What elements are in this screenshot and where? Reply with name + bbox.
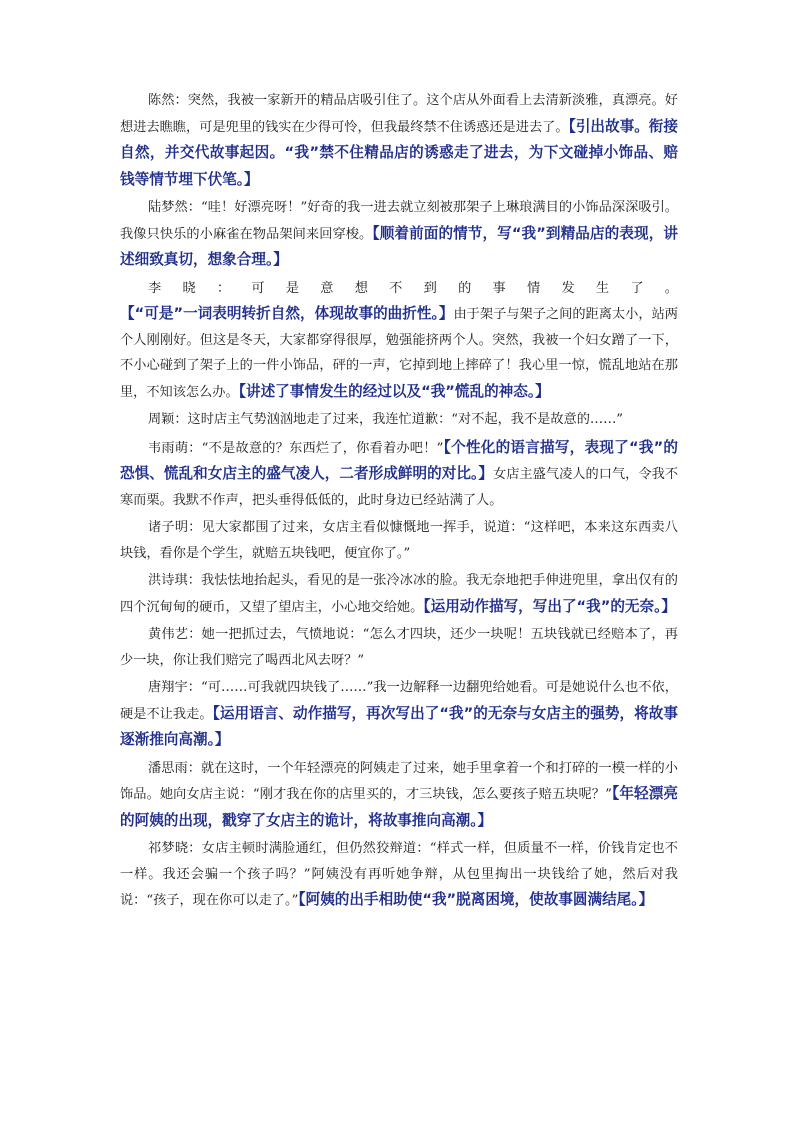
story-paragraph [120, 515, 678, 566]
story-text: 诸子明：见大家都围了过来，女店主看似慷慨地一挥手，说道：“这样吧，本来这东西卖八块钱，看你是个学生，就赔五块钱吧，便宜你了。” [120, 520, 678, 561]
story-paragraph [120, 568, 678, 620]
commentary-note: 【年轻漂亮的阿姨的出现，戳穿了女店主的诡计，将故事推向高潮。】 [120, 785, 679, 829]
story-paragraph [120, 88, 678, 193]
story-text: 周颖：这时店主气势汹汹地走了过来，我连忙道歉：“对不起，我不是故意的……” [148, 412, 624, 427]
story-text-continued: 女店主盛气凌人的口气，令我不寒而栗。我默不作声，把头垂得低低的，此时身边已经站满了人。 [120, 467, 679, 508]
story-paragraph [120, 756, 678, 835]
commentary-note: 【个性化的语言描写，表现了“我”的恐惧、慌乱和女店主的盛气凌人，二者形成鲜明的对比。】 [120, 438, 678, 482]
commentary-note: 【引出故事。衔接自然，并交代故事起因。“我”禁不住精品店的诱惑走了进去，为下文碰掉小饰品、赔钱等情节埋下伏笔。】 [120, 117, 678, 188]
story-paragraph [120, 195, 678, 274]
story-text: 韦雨萌：“不是故意的？东西烂了，你看着办吧！” [148, 440, 444, 456]
story-text: 陈然：突然，我被一家新开的精品店吸引住了。这个店从外面看上去清新淡雅，真漂亮。好想进去瞧瞧，可是兜里的钱实在少得可怜，但我最终禁不住诱惑还是进去了。 [120, 93, 678, 135]
story-text: 唐翔宇：“可……可我就四块钱了……”我一边解释一边翻兜给她看。可是她说什么也不依，硬是不让我走。 [120, 680, 678, 722]
commentary-note: 【运用动作描写，写出了“我”的无奈。】 [423, 597, 676, 615]
story-paragraph [120, 435, 678, 514]
story-paragraph [120, 675, 678, 754]
commentary-note: 【阿姨的出手相助使“我”脱离困境，使故事圆满结尾。】 [298, 891, 654, 908]
story-text: 潘思雨：就在这时，一个年轻漂亮的阿姨走了过来，她手里拿着一个和打碎的一模一样的小饰品。她向女店主说：“刚才我在你的店里买的，才三块钱，怎么要孩子赔五块呢？” [120, 760, 678, 802]
story-paragraph [120, 407, 678, 433]
story-text: 陆梦然：“哇！好漂亮呀！”好奇的我一进去就立刻被那架子上琳琅满目的小饰品深深吸引。我像只快乐的小麻雀在物品架间来回穿梭。 [120, 200, 678, 242]
document-body [120, 88, 678, 916]
story-paragraph [120, 836, 678, 914]
commentary-note: 【讲述了事情发生的经过以及“我”慌乱的神态。】 [238, 382, 550, 400]
commentary-note: 【顺着前面的情节，写“我”到精品店的表现，讲述细致真切，想象合理。】 [120, 224, 678, 268]
story-paragraph [120, 622, 678, 673]
story-text: 李晓：可是意想不到的事情发生了。 [148, 280, 678, 296]
commentary-note: 【运用语言、动作描写，再次写出了“我”的无奈与女店主的强势，将故事逐渐推向高潮。】 [120, 704, 678, 748]
story-text: 祁梦晓：女店主顿时满脸通红，但仍然狡辩道：“样式一样，但质量不一样，价钱肯定也不一样。我还会骗一个孩子吗？”阿姨没有再听她争辩，从包里掏出一块钱给了她，然后对我说：“孩子，现在你可以走了。” [120, 841, 678, 908]
commentary-note: 【“可是”一词表明转折自然，体现故事的曲折性。】 [120, 305, 454, 322]
story-text: 黄伟艺：她一把抓过去，气愤地说：“怎么才四块，还少一块呢！五块钱就已经赔本了，再少一块，你让我们赔完了喝西北风去呀？” [120, 627, 678, 668]
story-paragraph [120, 276, 678, 406]
story-text: 洪诗琪：我怯怯地抬起头，看见的是一张冷冰冰的脸。我无奈地把手伸进兜里，拿出仅有的四个沉甸甸的硬币，又望了望店主，小心地交给她。 [120, 573, 678, 615]
story-text-continued: 由于架子与架子之间的距离太小，站两个人刚刚好。但这是冬天，大家都穿得很厚，勉强能挤两个人。突然，我被一个妇女蹭了一下，不小心碰到了架子上的一件小饰品，砰的一声，它掉到地上摔碎了！我心里一惊，慌乱地站在那里，不知该怎么办。 [120, 307, 678, 400]
